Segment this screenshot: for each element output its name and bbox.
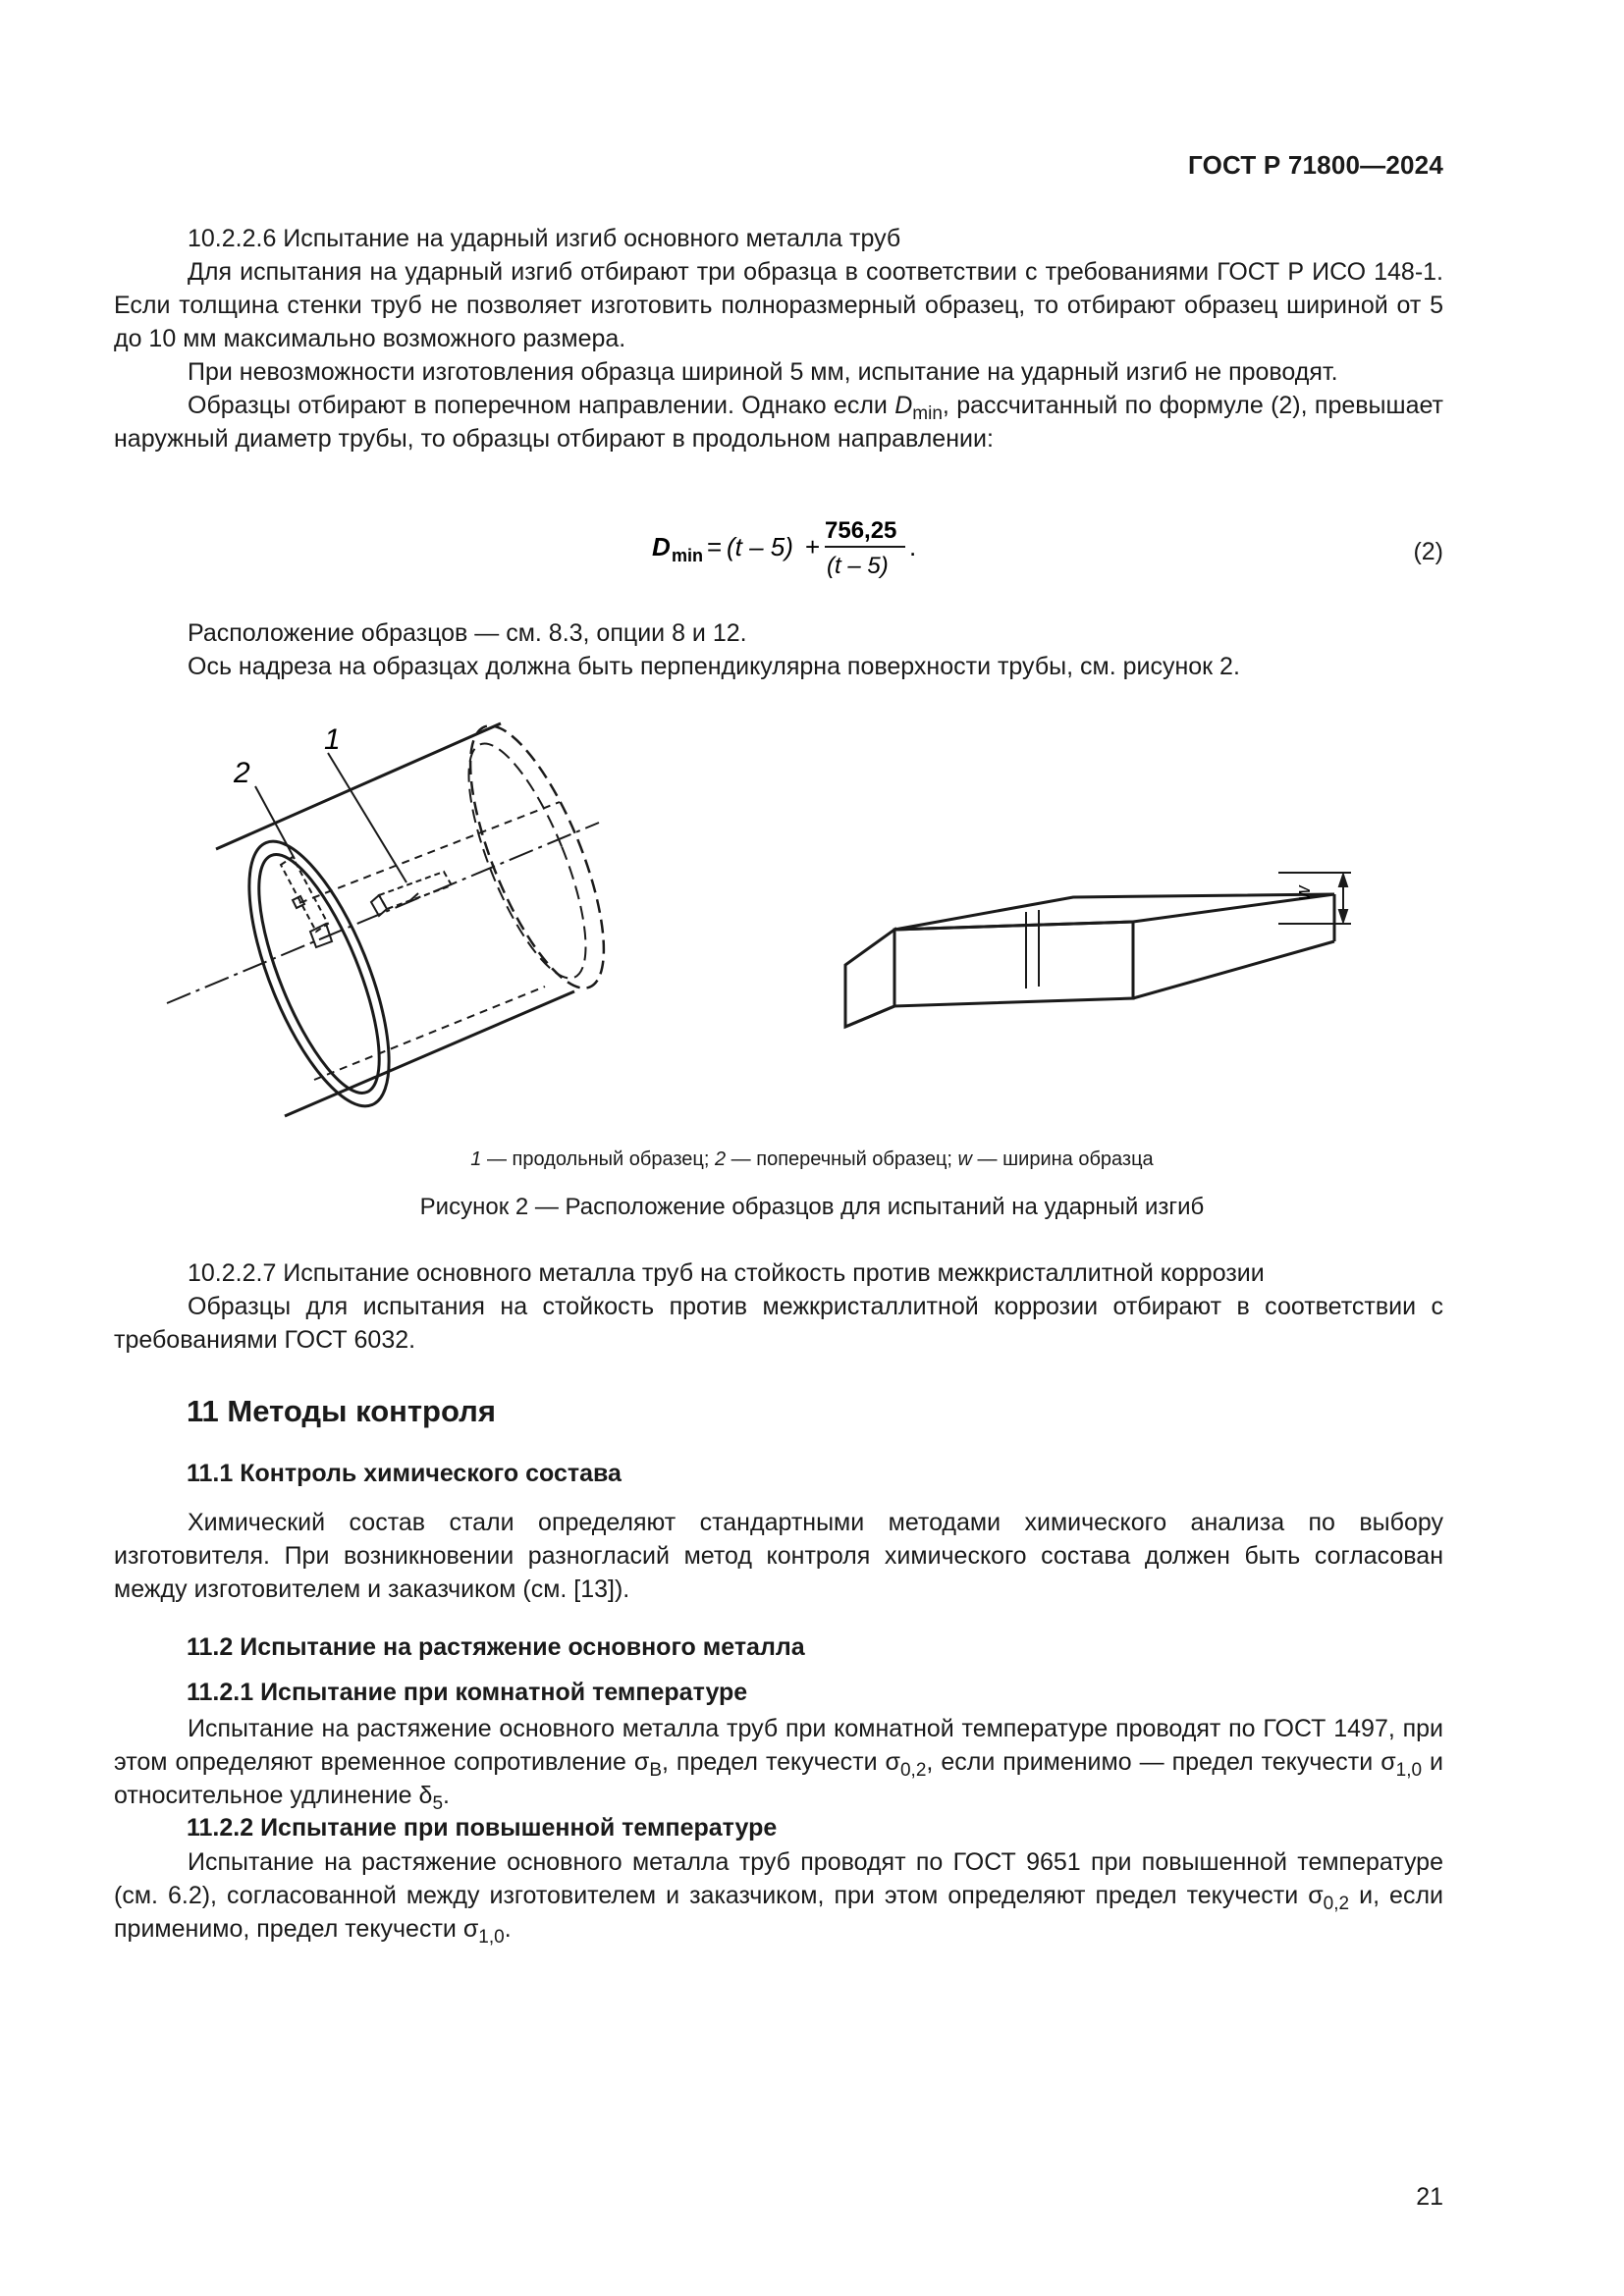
- figure-caption: Рисунок 2 — Расположение образцов для испытаний на ударный изгиб: [419, 1194, 1205, 1220]
- specimen-end-face: [845, 930, 894, 1027]
- section-11-2-2-body: [114, 1845, 1443, 1946]
- section-11-2-1-heading: 11.2.1 Испытание при комнатной температуре: [187, 1679, 748, 1706]
- formula-lhs-var: D: [652, 532, 671, 561]
- section-11-2-2-heading: 11.2.2 Испытание при повышенной температуре: [187, 1814, 778, 1842]
- text-run: Образцы отбирают в поперечном направлении. Однако если: [188, 392, 895, 419]
- polygon: [379, 872, 452, 909]
- paragraph: Расположение образцов — см. 8.3, опции 8 и 12.: [188, 619, 747, 647]
- pipe-lower-hidden-line: [314, 987, 545, 1080]
- section-10-2-2-6: [114, 222, 1443, 455]
- text-run: 5: [432, 1793, 444, 1814]
- formula-number: (2): [1413, 538, 1443, 565]
- section-10-2-2-6-title: 10.2.2.6 Испытание на ударный изгиб основного металла труб: [188, 225, 901, 252]
- formula-term1: (t – 5): [727, 532, 793, 561]
- formula-eq: =: [707, 532, 723, 561]
- paragraph: Образцы для испытания на стойкость против межкристаллитной коррозии отбирают в соответствии с требованиями ГОСТ 6032.: [114, 1293, 1443, 1354]
- page-number: 21: [1416, 2183, 1443, 2211]
- text-run: Испытание на растяжение основного металла труб при комнатной температуре проводят по ГОСТ 1497, при этом определяют временное сопротивление σ: [114, 1715, 1443, 1776]
- text-run: — поперечный образец;: [726, 1148, 958, 1170]
- text-run: 0,2: [1323, 1894, 1350, 1914]
- label-w: w: [1293, 885, 1315, 900]
- figure-specimen-layout: [234, 692, 1326, 1124]
- formula-dmin: [652, 508, 966, 587]
- formula-numerator: 756,25: [825, 517, 897, 544]
- longitudinal-specimen: [371, 872, 452, 916]
- document-id-header: ГОСТ Р 71800—2024: [1188, 150, 1443, 180]
- label-1: 1: [324, 723, 341, 756]
- text-run: и относительное удлинение δ: [114, 1748, 1444, 1809]
- text-run: 1,0: [1395, 1760, 1423, 1781]
- pipe-bottom-edge: [285, 991, 574, 1116]
- polygon: [1339, 910, 1347, 922]
- text-run: .: [443, 1782, 450, 1809]
- text-run: 0,2: [899, 1760, 927, 1781]
- formula-period: .: [909, 532, 917, 561]
- line: [1133, 941, 1334, 998]
- line: [845, 1006, 894, 1027]
- section-11-1-body: [114, 1506, 1443, 1606]
- specimen-top-face: [894, 894, 1334, 930]
- section-11-2-1-body: [114, 1712, 1443, 1812]
- paragraph: Химический состав стали определяют стандартными методами химического анализа по выбору изготовителя. При возникновении разногласий метод контроля химического состава должен быть согласован между изготовителем и заказчиком (см. [13]).: [114, 1509, 1443, 1603]
- leader-line-1: [328, 753, 406, 882]
- figure-legend: [0, 1148, 1624, 1171]
- paragraph: [114, 1712, 1443, 1812]
- label-2: 2: [234, 757, 250, 789]
- formula-2: [114, 508, 1443, 587]
- charpy-specimen: [845, 894, 1334, 1027]
- section-11-heading: 11 Методы контроля: [187, 1394, 496, 1428]
- section-10-2-2-7: [114, 1256, 1443, 1357]
- text-run: .: [504, 1915, 512, 1943]
- section-10-2-2-6-cont: [114, 616, 1443, 683]
- text-run: Испытание на растяжение основного металла труб проводят по ГОСТ 9651 при повышенной температуре (см. 6.2), согласованной между изготовителем и заказчиком, при этом определяют предел текучести σ: [114, 1848, 1443, 1909]
- text-run: , рассчитанный по формуле (2), превышает наружный диаметр трубы, то образцы отбирают в продольном направлении:: [114, 392, 1443, 453]
- text-run: 2: [715, 1148, 727, 1170]
- paragraph: Для испытания на ударный изгиб отбирают три образца в соответствии с требованиями ГОСТ Р ИСО 148-1. Если толщина стенки труб не позволяет изготовить полноразмерный образец, то отбирают образец шириной от 5 до 10 мм максимально возможного размера.: [114, 258, 1443, 352]
- text-run: — продольный образец;: [481, 1148, 715, 1170]
- formula-plus: +: [805, 532, 821, 561]
- pipe-upper-hidden-line: [299, 802, 560, 903]
- text-run: 1,0: [478, 1927, 505, 1948]
- transverse-specimen: [281, 857, 332, 947]
- text-run: w: [957, 1148, 972, 1170]
- paragraph: Ось надреза на образцах должна быть перпендикулярна поверхности трубы, см. рисунок 2.: [188, 653, 1240, 680]
- polygon: [371, 895, 387, 916]
- text-run: , предел текучести σ: [662, 1748, 900, 1776]
- text-run: 1: [470, 1148, 482, 1170]
- polygon: [1339, 875, 1347, 886]
- section-10-2-2-7-title: 10.2.2.7 Испытание основного металла труб на стойкость против межкристаллитной коррозии: [188, 1259, 1265, 1287]
- paragraph: [114, 1845, 1443, 1946]
- text-run: — ширина образца: [971, 1148, 1154, 1170]
- formula-denominator: (t – 5): [827, 553, 889, 579]
- text-run: и, если применимо, предел текучести σ: [114, 1882, 1443, 1943]
- pipe-front-inner-rim: [235, 840, 404, 1106]
- leader-line-2: [255, 786, 295, 859]
- paragraph-dmin: [114, 389, 1443, 455]
- text-run: , если применимо — предел текучести σ: [926, 1748, 1396, 1776]
- formula-lhs-sub: min: [672, 546, 704, 565]
- specimen-front-face: [894, 922, 1133, 1006]
- pipe-top-edge: [216, 723, 501, 849]
- subscript-min: min: [912, 403, 943, 424]
- section-11-1-heading: 11.1 Контроль химического состава: [187, 1460, 622, 1487]
- paragraph: При невозможности изготовления образца шириной 5 мм, испытание на ударный изгиб не проводят.: [188, 358, 1338, 386]
- variable-d: D: [894, 392, 913, 419]
- text-run: В: [649, 1760, 662, 1781]
- section-11-2-heading: 11.2 Испытание на растяжение основного металла: [187, 1633, 805, 1661]
